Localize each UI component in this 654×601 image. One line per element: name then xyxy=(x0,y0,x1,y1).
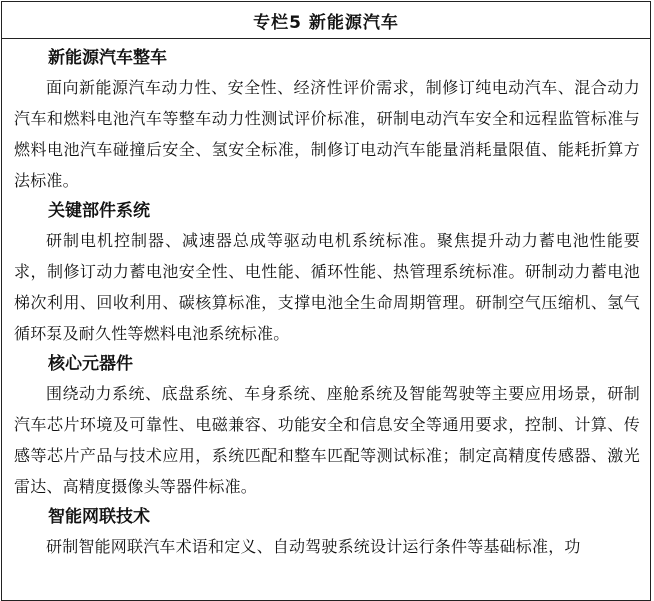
box-content xyxy=(2,39,650,562)
section-heading-core-devices: 核心元器件 xyxy=(48,354,133,374)
box-title: 专栏5 新能源汽车 xyxy=(2,2,650,39)
section-heading-vehicle: 新能源汽车整车 xyxy=(48,48,167,68)
section-heading-connected: 智能网联技术 xyxy=(48,507,150,527)
feature-box xyxy=(1,1,651,601)
section-body-components: 研制电机控制器、减速器总成等驱动电机系统标准。聚焦提升动力蓄电池性能要求，制修订动力蓄电池安全性、电性能、循环性能、热管理系统标准。研制动力蓄电池梯次利用、回收利用、碳核算标准，支撑电池全生命周期管理。研制空气压缩机、氢气循环泵及耐久性等燃料电池系统标准。 xyxy=(14,231,640,343)
section-body-vehicle: 面向新能源汽车动力性、安全性、经济性评价需求，制修订纯电动汽车、混合动力汽车和燃料电池汽车等整车动力性测试评价标准，研制电动汽车安全和远程监管标准与燃料电池汽车碰撞后安全、氢安全标准，制修订电动汽车能量消耗量限值、能耗折算方法标准。 xyxy=(14,78,640,190)
section-heading-components: 关键部件系统 xyxy=(48,201,150,221)
section-body-connected: 研制智能网联汽车术语和定义、自动驾驶系统设计运行条件等基础标准，功 xyxy=(46,537,581,556)
section-body-core-devices: 围绕动力系统、底盘系统、车身系统、座舱系统及智能驾驶等主要应用场景，研制汽车芯片环境及可靠性、电磁兼容、功能安全和信息安全等通用要求，控制、计算、传感等芯片产品与技术应用，系统匹配和整车匹配等测试标准；制定高精度传感器、激光雷达、高精度摄像头等器件标准。 xyxy=(14,384,640,496)
